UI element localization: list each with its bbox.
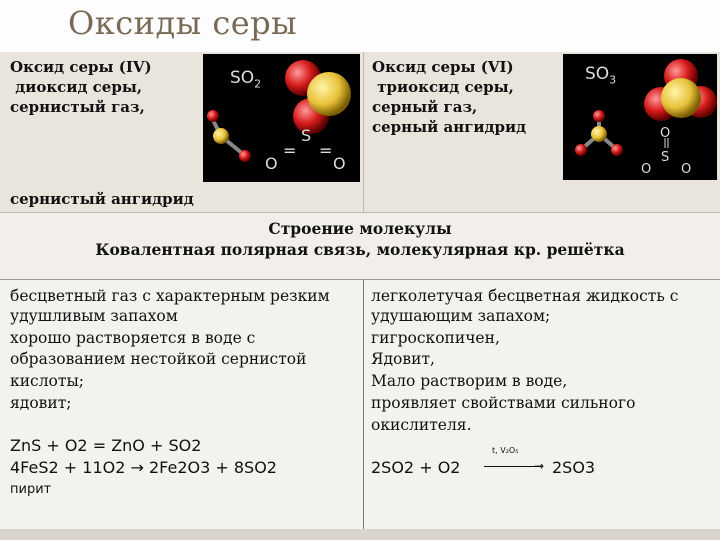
so2-prop-line: кислоты; <box>10 372 85 390</box>
so2-struct-s: S <box>301 126 312 145</box>
so3-struct-o-top: O <box>660 126 671 141</box>
sulfur-atom-icon <box>661 78 701 118</box>
so3-name-line2: триоксид серы, <box>372 78 514 96</box>
sulfur-atom-icon <box>307 72 351 116</box>
title-bar <box>0 0 720 52</box>
so3-prop-line: гигроскопичен, <box>371 329 500 347</box>
so2-name-line3: сернистый газ, <box>10 98 145 116</box>
so2-molecule-image <box>203 54 360 182</box>
so3-name-line1: Оксид серы (VI) <box>372 58 514 76</box>
oxygen-atom-icon <box>611 144 623 156</box>
so2-prop-line: образованием нестойкой сернистой <box>10 350 307 368</box>
so3-name-line3: серный газ, <box>372 98 478 116</box>
oxygen-atom-icon <box>207 110 219 122</box>
structure-bond-type: Ковалентная полярная связь, молекулярная кр. решётка <box>95 240 625 259</box>
so2-name-line1: Оксид серы (IV) <box>10 58 152 76</box>
so2-struct-o2: O <box>333 154 346 173</box>
so3-prop-line: проявляет свойствами сильного <box>371 394 636 412</box>
so2-name-line2: диоксид серы, <box>10 78 143 96</box>
so2-reaction-note: пирит <box>10 482 52 497</box>
arrow-right-icon: → <box>534 459 545 473</box>
so3-prop-line: Мало растворим в воде, <box>371 372 568 390</box>
so3-prop-line: окислителя. <box>371 416 472 434</box>
so3-prop-line: удушающим запахом; <box>371 307 551 325</box>
so3-formula: $SO_3$ <box>585 64 617 87</box>
oxygen-atom-icon <box>593 110 605 122</box>
so2-struct-o1: O <box>265 154 278 173</box>
so2-reaction-1: ZnS + O2 = ZnO + SO2 <box>10 436 202 455</box>
sulfur-atom-icon <box>213 128 229 144</box>
so3-reaction-condition: t, V₂O₅ <box>492 446 519 455</box>
so2-reaction-2: 4FeS2 + 11O2 → 2Fe2O3 + 8SO2 <box>10 458 277 477</box>
oxygen-atom-icon <box>575 144 587 156</box>
so2-struct-eq2: = <box>319 141 333 160</box>
so3-struct-s: S <box>661 150 670 165</box>
sulfur-atom-icon <box>591 126 607 142</box>
so3-reaction-right: 2SO3 <box>552 458 596 477</box>
bottom-border <box>0 529 720 540</box>
so2-prop-line: удушливым запахом <box>10 307 178 325</box>
so3-model-svg <box>563 54 717 180</box>
so2-struct-eq1: = <box>283 141 297 160</box>
so3-prop-line: Ядовит, <box>371 350 435 368</box>
so3-reaction-left: 2SO2 + O2 <box>371 458 461 477</box>
so2-prop-line: хорошо растворяется в воде с <box>10 329 256 347</box>
so3-struct-o1: O <box>641 162 652 177</box>
oxygen-atom-icon <box>239 150 251 162</box>
so3-name-line4: серный ангидрид <box>372 118 527 136</box>
slide-title: Оксиды серы <box>68 4 298 42</box>
structure-title: Строение молекулы <box>268 219 452 238</box>
so2-name-line4: сернистый ангидрид <box>10 190 194 208</box>
so3-struct-o2: O <box>681 162 692 177</box>
so3-molecule-image <box>563 54 717 180</box>
so2-prop-line: бесцветный газ с характерным резким <box>10 287 330 305</box>
so2-formula: $SO_2$ <box>230 68 262 91</box>
so3-prop-line: легколетучая бесцветная жидкость с <box>371 287 679 305</box>
so2-prop-line: ядовит; <box>10 394 72 412</box>
